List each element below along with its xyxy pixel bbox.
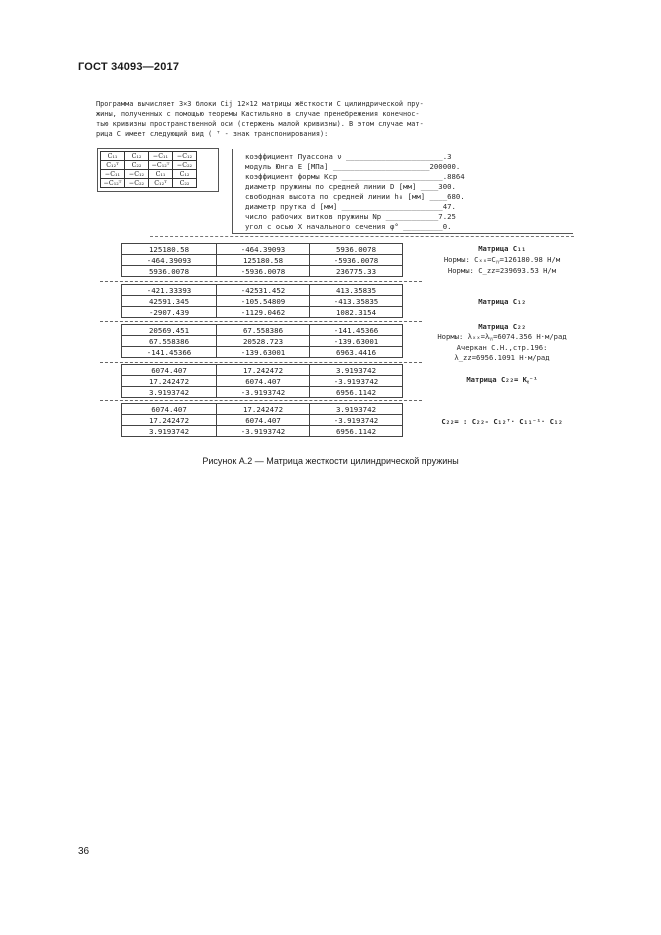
matrix-cell: -42531.452 <box>217 285 310 296</box>
matrix-cell: 6074.407 <box>217 376 310 387</box>
matrix-cell: -3.9193742 <box>217 387 310 398</box>
intro-line: тью кривизны пространственной оси (стержень малой кривизны). В этом случае мат- <box>96 120 424 128</box>
matrix-cell: 67.558386 <box>217 325 310 336</box>
matrix-kp-inverse-title: Матрица C₂₂= Kᵨ⁻¹ <box>466 375 538 384</box>
matrix-cell: -105.54809 <box>217 296 310 307</box>
matrix-cell: 3.9193742 <box>310 404 403 415</box>
matrix-cell: -464.39093 <box>217 244 310 255</box>
matrix-cell: 1082.3154 <box>310 307 403 318</box>
matrix-cell: 413.35835 <box>310 285 403 296</box>
divider <box>100 281 422 282</box>
matrix-cell: 42591.345 <box>122 296 217 307</box>
matrix-cell: 17.242472 <box>122 415 217 426</box>
parameter-line: число рабочих витков пружины Nр ____________7.25 <box>245 212 456 221</box>
matrix-cell: 6074.407 <box>217 415 310 426</box>
matrix-cell: -141.45366 <box>310 325 403 336</box>
matrix-cell: 20569.451 <box>122 325 217 336</box>
matrix-cell: 17.242472 <box>217 365 310 376</box>
page-number: 36 <box>78 846 90 857</box>
block-cell: −C₂₂ <box>125 179 149 188</box>
divider <box>100 400 422 401</box>
matrix-cell: -139.63001 <box>310 336 403 347</box>
matrix-c12-table <box>121 284 403 318</box>
matrix-cell: 125180.58 <box>122 244 217 255</box>
matrix-c11-norm: Нормы: Cₓₓ=Cᵧᵧ=126180.98 Н/м <box>443 255 561 264</box>
block-cell: −C₁₂ <box>173 152 197 161</box>
matrix-cell: 236775.33 <box>310 266 403 277</box>
matrix-cell: 17.242472 <box>122 376 217 387</box>
block-cell: −C₁₁ <box>149 152 173 161</box>
divider <box>150 236 574 237</box>
matrix-c11-table <box>121 243 403 277</box>
parameter-line: коэффициент формы Kср _______________________.8864 <box>245 172 465 181</box>
intro-line: жины, полученных с помощью теоремы Кастильяно в случае пренебрежения конечнос- <box>96 110 420 118</box>
matrix-cell: -413.35835 <box>310 296 403 307</box>
matrix-cell: -3.9193742 <box>310 376 403 387</box>
matrix-c22-formula: C₂₂= : C₂₂- C₁₂ᵀ· C₁₁⁻¹· C₁₂ <box>441 417 563 426</box>
matrix-cell: -464.39093 <box>122 255 217 266</box>
matrix-cell: 6963.4416 <box>310 347 403 358</box>
block-cell: C₂₂ <box>125 161 149 170</box>
matrix-kp-inverse-table <box>121 364 403 398</box>
parameter-line: модуль Юнга E [МПа] ______________________200000. <box>245 162 461 171</box>
block-cell: −C₂₂ <box>173 161 197 170</box>
parameter-line: диаметр пружины по средней линии D [мм] ____300. <box>245 182 456 191</box>
parameters-panel <box>232 149 573 234</box>
matrix-cell: 3.9193742 <box>122 387 217 398</box>
matrix-cell: 17.242472 <box>217 404 310 415</box>
matrix-cell: 6074.407 <box>122 404 217 415</box>
matrix-cell: -2907.439 <box>122 307 217 318</box>
block-cell: −C₁₂ᵀ <box>149 161 173 170</box>
parameter-line: угол с осью X начального сечения φ° _________0. <box>245 222 452 231</box>
matrix-cell: 3.9193742 <box>122 426 217 437</box>
block-cell: C₁₂ <box>125 152 149 161</box>
matrix-cell: -5936.0078 <box>217 266 310 277</box>
figure-caption: Рисунок А.2 — Матрица жесткости цилиндрической пружины <box>202 456 459 466</box>
matrix-cell: 5936.0078 <box>122 266 217 277</box>
matrix-cell: -141.45366 <box>122 347 217 358</box>
block-cell: −C₁₁ <box>101 170 125 179</box>
matrix-cell: 20528.723 <box>217 336 310 347</box>
matrix-cell: 6956.1142 <box>310 426 403 437</box>
matrix-c22-table <box>121 324 403 358</box>
matrix-c11-norm: Нормы: C_zz=239693.53 Н/м <box>447 266 557 275</box>
matrix-cell: -1129.0462 <box>217 307 310 318</box>
intro-line: Программа вычисляет 3×3 блоки Cij 12×12 матрицы жёсткости С цилиндрической пру- <box>96 100 424 108</box>
matrix-cell: -421.33393 <box>122 285 217 296</box>
matrix-c12-title: Матрица C₁₂ <box>478 297 526 306</box>
matrix-cell: 3.9193742 <box>310 365 403 376</box>
block-cell: C₁₂ <box>173 170 197 179</box>
matrix-cell: 6074.407 <box>122 365 217 376</box>
intro-paragraph <box>96 99 602 139</box>
matrix-c22-title: Матрица C₂₂ <box>478 322 526 331</box>
divider <box>100 321 422 322</box>
block-cell: C₂₂ <box>173 179 197 188</box>
intro-line: рица С имеет следующий вид ( ᵀ - знак транспонирования): <box>96 130 329 138</box>
block-cell: −C₁₂ᵀ <box>101 179 125 188</box>
matrix-cell: 5936.0078 <box>310 244 403 255</box>
matrix-cell: -3.9193742 <box>310 415 403 426</box>
parameter-line: свободная высота по средней линии h₀ [мм] ____680. <box>245 192 465 201</box>
document-header: ГОСТ 34093—2017 <box>78 61 180 73</box>
matrix-cell: 125180.58 <box>217 255 310 266</box>
block-cell: C₁₁ <box>101 152 125 161</box>
matrix-cell: -5936.0078 <box>310 255 403 266</box>
block-cell: −C₁₂ <box>125 170 149 179</box>
matrix-cell: 67.558386 <box>122 336 217 347</box>
matrix-cell: 6956.1142 <box>310 387 403 398</box>
matrix-cell: -3.9193742 <box>217 426 310 437</box>
block-cell: C₁₁ <box>149 170 173 179</box>
parameter-line: диаметр прутка d [мм] _______________________47. <box>245 202 456 211</box>
block-matrix <box>100 151 197 188</box>
matrix-c11-title: Матрица C₁₁ <box>478 244 526 253</box>
divider <box>100 362 422 363</box>
parameter-line: коэффициент Пуассона ν ______________________.3 <box>245 152 452 161</box>
matrix-c22-reference: λ_zz=6956.1091 Н·м/рад <box>454 353 550 362</box>
matrix-c22-norm: Нормы: λₓₓ=λᵧᵧ=6074.356 Н·м/рад <box>437 332 567 341</box>
matrix-c22-reference: Ачеркан С.Н.,стр.196: <box>456 343 548 352</box>
matrix-c22-computed-table <box>121 403 403 437</box>
block-cell: C₁₂ᵀ <box>149 179 173 188</box>
matrix-cell: -139.63001 <box>217 347 310 358</box>
block-cell: C₁₂ᵀ <box>101 161 125 170</box>
